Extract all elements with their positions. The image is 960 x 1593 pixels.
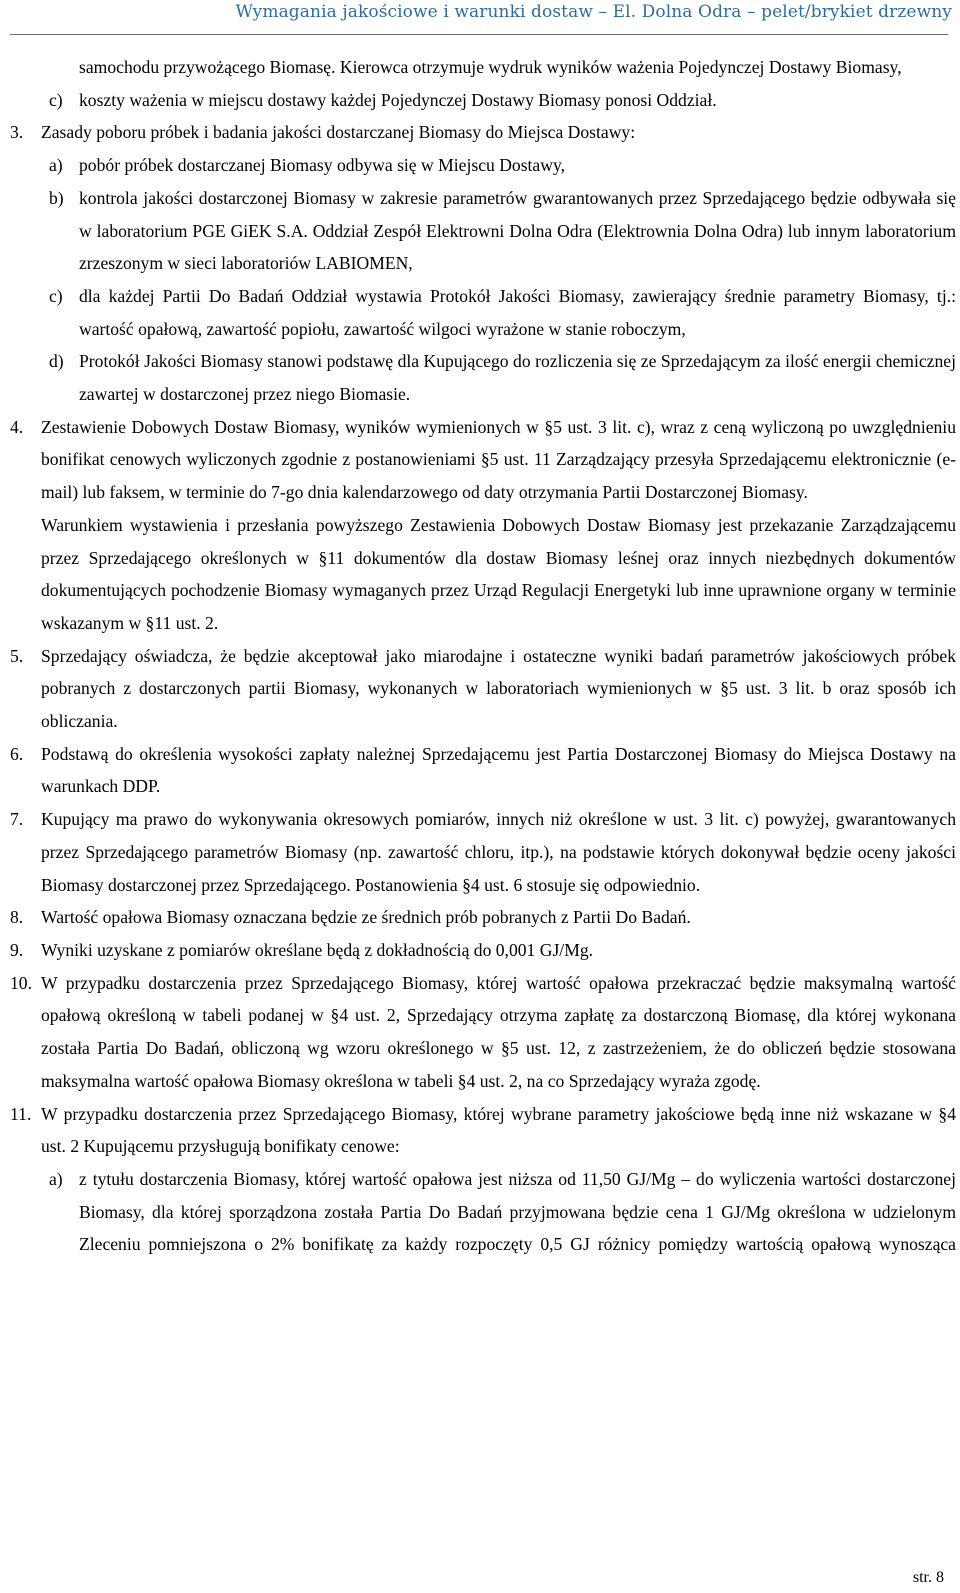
clause-text: pobór próbek dostarczanej Biomasy odbywa się w Miejscu Dostawy, [79, 155, 566, 176]
page-number-text: str. 8 [912, 1569, 944, 1586]
header-title: Wymagania jakościowe i warunki dostaw – El. Dolna Odra – pelet/brykiet drzewny [235, 2, 952, 22]
section-item-9 [10, 934, 956, 967]
section-item-10 [10, 967, 956, 1098]
section-item-3 [10, 116, 956, 149]
item-4-paragraph [10, 509, 956, 640]
item-text: Wyniki uzyskane z pomiarów określane będą z dokładnością do 0,001 GJ/Mg. [41, 939, 594, 960]
item-text: Podstawą do określenia wysokości zapłaty należnej Sprzedającemu jest Partia Dostarczonej Biomasy do Miejsca Dostawy na warunkach DDP. [41, 743, 956, 797]
item-text: Zasady poboru próbek i badania jakości dostarczanej Biomasy do Miejsca Dostawy: [41, 122, 636, 143]
item-number: 10. [10, 972, 32, 993]
clause-label: c) [49, 285, 63, 306]
clause-text: koszty ważenia w miejscu dostawy każdej Pojedynczej Dostawy Biomasy ponosi Oddział. [79, 89, 717, 110]
clause-3c [10, 280, 956, 345]
item-number: 8. [10, 907, 24, 928]
continuation-text: samochodu przywożącego Biomasę. Kierowca otrzymuje wydruk wyników ważenia Pojedynczej Dostawy Biomasy, [79, 57, 902, 77]
section-item-11 [10, 1098, 956, 1163]
item-text: Zestawienie Dobowych Dostaw Biomasy, wyników wymienionych w §5 ust. 3 lit. c), wraz z ceną wyliczoną po uwzględnieniu bonifikat cenowych wyliczonych zgodnie z postanowieniami §5 ust. 11 Zarządzający przesyła Sprzedającemu elektronicznie (e-mail) lub faksem, w terminie do 7-go dnia kalendarzowego od daty otrzymania Partii Dostarczonej Biomasy. [41, 416, 956, 503]
section-item-7 [10, 803, 956, 901]
clause-label: c) [49, 89, 63, 110]
item-text: Kupujący ma prawo do wykonywania okresowych pomiarów, innych niż określone w ust. 3 lit. c) powyżej, gwarantowanych przez Sprzedającego parametrów Biomasy (np. zawartość chloru, itp.), na podstawie których dokonywał będzie oceny jakości Biomasy dostarczonej przez Sprzedającego. Postanowienia §4 ust. 6 stosuje się odpowiednio. [41, 809, 956, 895]
clause-text: kontrola jakości dostarczonej Biomasy w zakresie parametrów gwarantowanych przez Sprzedającego będzie odbywała się w laboratorium PGE GiEK S.A. Oddział Zespół Elektrowni Dolna Odra (Elektrownia Dolna Odra) lub innym laboratorium zrzeszonym w sieci laboratoriów LABIOMEN, [79, 187, 956, 274]
clause-label: b) [49, 187, 64, 208]
clause-text: dla każdej Partii Do Badań Oddział wystawia Protokół Jakości Biomasy, zawierający średnie parametry Biomasy, tj.: wartość opałową, zawartość popiołu, zawartość wilgoci wyrażone w stanie roboczym, [79, 285, 956, 339]
clause-text: Protokół Jakości Biomasy stanowi podstawę dla Kupującego do rozliczenia się ze Sprzedającym za ilość energii chemicznej zawartej w dostarczonej przez niego Biomasie. [79, 351, 956, 405]
item-number: 7. [10, 809, 24, 830]
clause-3d [10, 345, 956, 410]
clause-c [10, 84, 956, 117]
continued-clause [10, 51, 956, 84]
item-number: 5. [10, 645, 24, 666]
section-item-8 [10, 901, 956, 934]
clause-11a [10, 1163, 956, 1261]
clause-text: z tytułu dostarczenia Biomasy, której wartość opałowa jest niższa od 11,50 GJ/Mg – do wyliczenia wartości dostarczonej Biomasy, dla której sporządzona została Partia Do Badań przyjmowana będzie cena 1 GJ/Mg określona w udzielonym Zleceniu pomniejszona o 2% bonifikatę za każdy rozpoczęty 0,5 GJ różnicy pomiędzy wartością opałową wynosząca [79, 1168, 956, 1255]
clause-label: d) [49, 351, 64, 372]
item-text: Wartość opałowa Biomasy oznaczana będzie ze średnich prób pobranych z Partii Do Badań. [41, 907, 691, 928]
item-number: 11. [10, 1103, 32, 1124]
section-item-6 [10, 738, 956, 803]
clause-3b [10, 182, 956, 280]
item-text: W przypadku dostarczenia przez Sprzedającego Biomasy, której wybrane parametry jakościowe będą inne niż wskazane w §4 ust. 2 Kupującemu przysługują bonifikaty cenowe: [41, 1103, 956, 1157]
section-item-4 [10, 411, 956, 509]
header-divider [10, 34, 948, 35]
page-number [913, 1568, 944, 1588]
item-text: Sprzedający oświadcza, że będzie akceptował jako miarodajne i ostateczne wyniki badań parametrów jakościowych próbek pobranych z dostarczonych partii Biomasy, wykonanych w laboratoriach wymienionych w §5 ust. 3 lit. b oraz sposób ich obliczania. [41, 645, 956, 732]
clause-label: a) [49, 155, 63, 176]
item-number: 9. [10, 939, 24, 960]
clause-3a [10, 149, 956, 182]
paragraph-text: Warunkiem wystawienia i przesłania powyższego Zestawienia Dobowych Dostaw Biomasy jest przekazanie Zarządzającemu przez Sprzedającego określonych w §11 dokumentów dla dostaw Biomasy leśnej oraz innych niezbędnych dokumentów dokumentujących pochodzenie Biomasy wymaganych przez Urząd Regulacji Energetyki lub inne uprawnione organy w terminie wskazanym w §11 ust. 2. [41, 514, 956, 633]
item-number: 3. [10, 122, 24, 143]
item-text: W przypadku dostarczenia przez Sprzedającego Biomasy, której wartość opałowa przekraczać będzie maksymalną wartość opałową określoną w tabeli podanej w §4 ust. 2, Sprzedający otrzyma zapłatę za dostarczoną Biomasę, dla której wykonana została Partia Do Badań, obliczoną wg wzoru określonego w §5 ust. 12, z zastrzeżeniem, że do obliczeń będzie stosowana maksymalna wartość opałowa Biomasy określona w tabeli §4 ust. 2, na co Sprzedający wyraża zgodę. [41, 972, 956, 1091]
item-number: 4. [10, 416, 24, 437]
running-header [0, 0, 952, 34]
item-number: 6. [10, 743, 24, 764]
clause-label: a) [49, 1168, 63, 1189]
document-body [10, 51, 956, 1261]
section-item-5 [10, 640, 956, 738]
